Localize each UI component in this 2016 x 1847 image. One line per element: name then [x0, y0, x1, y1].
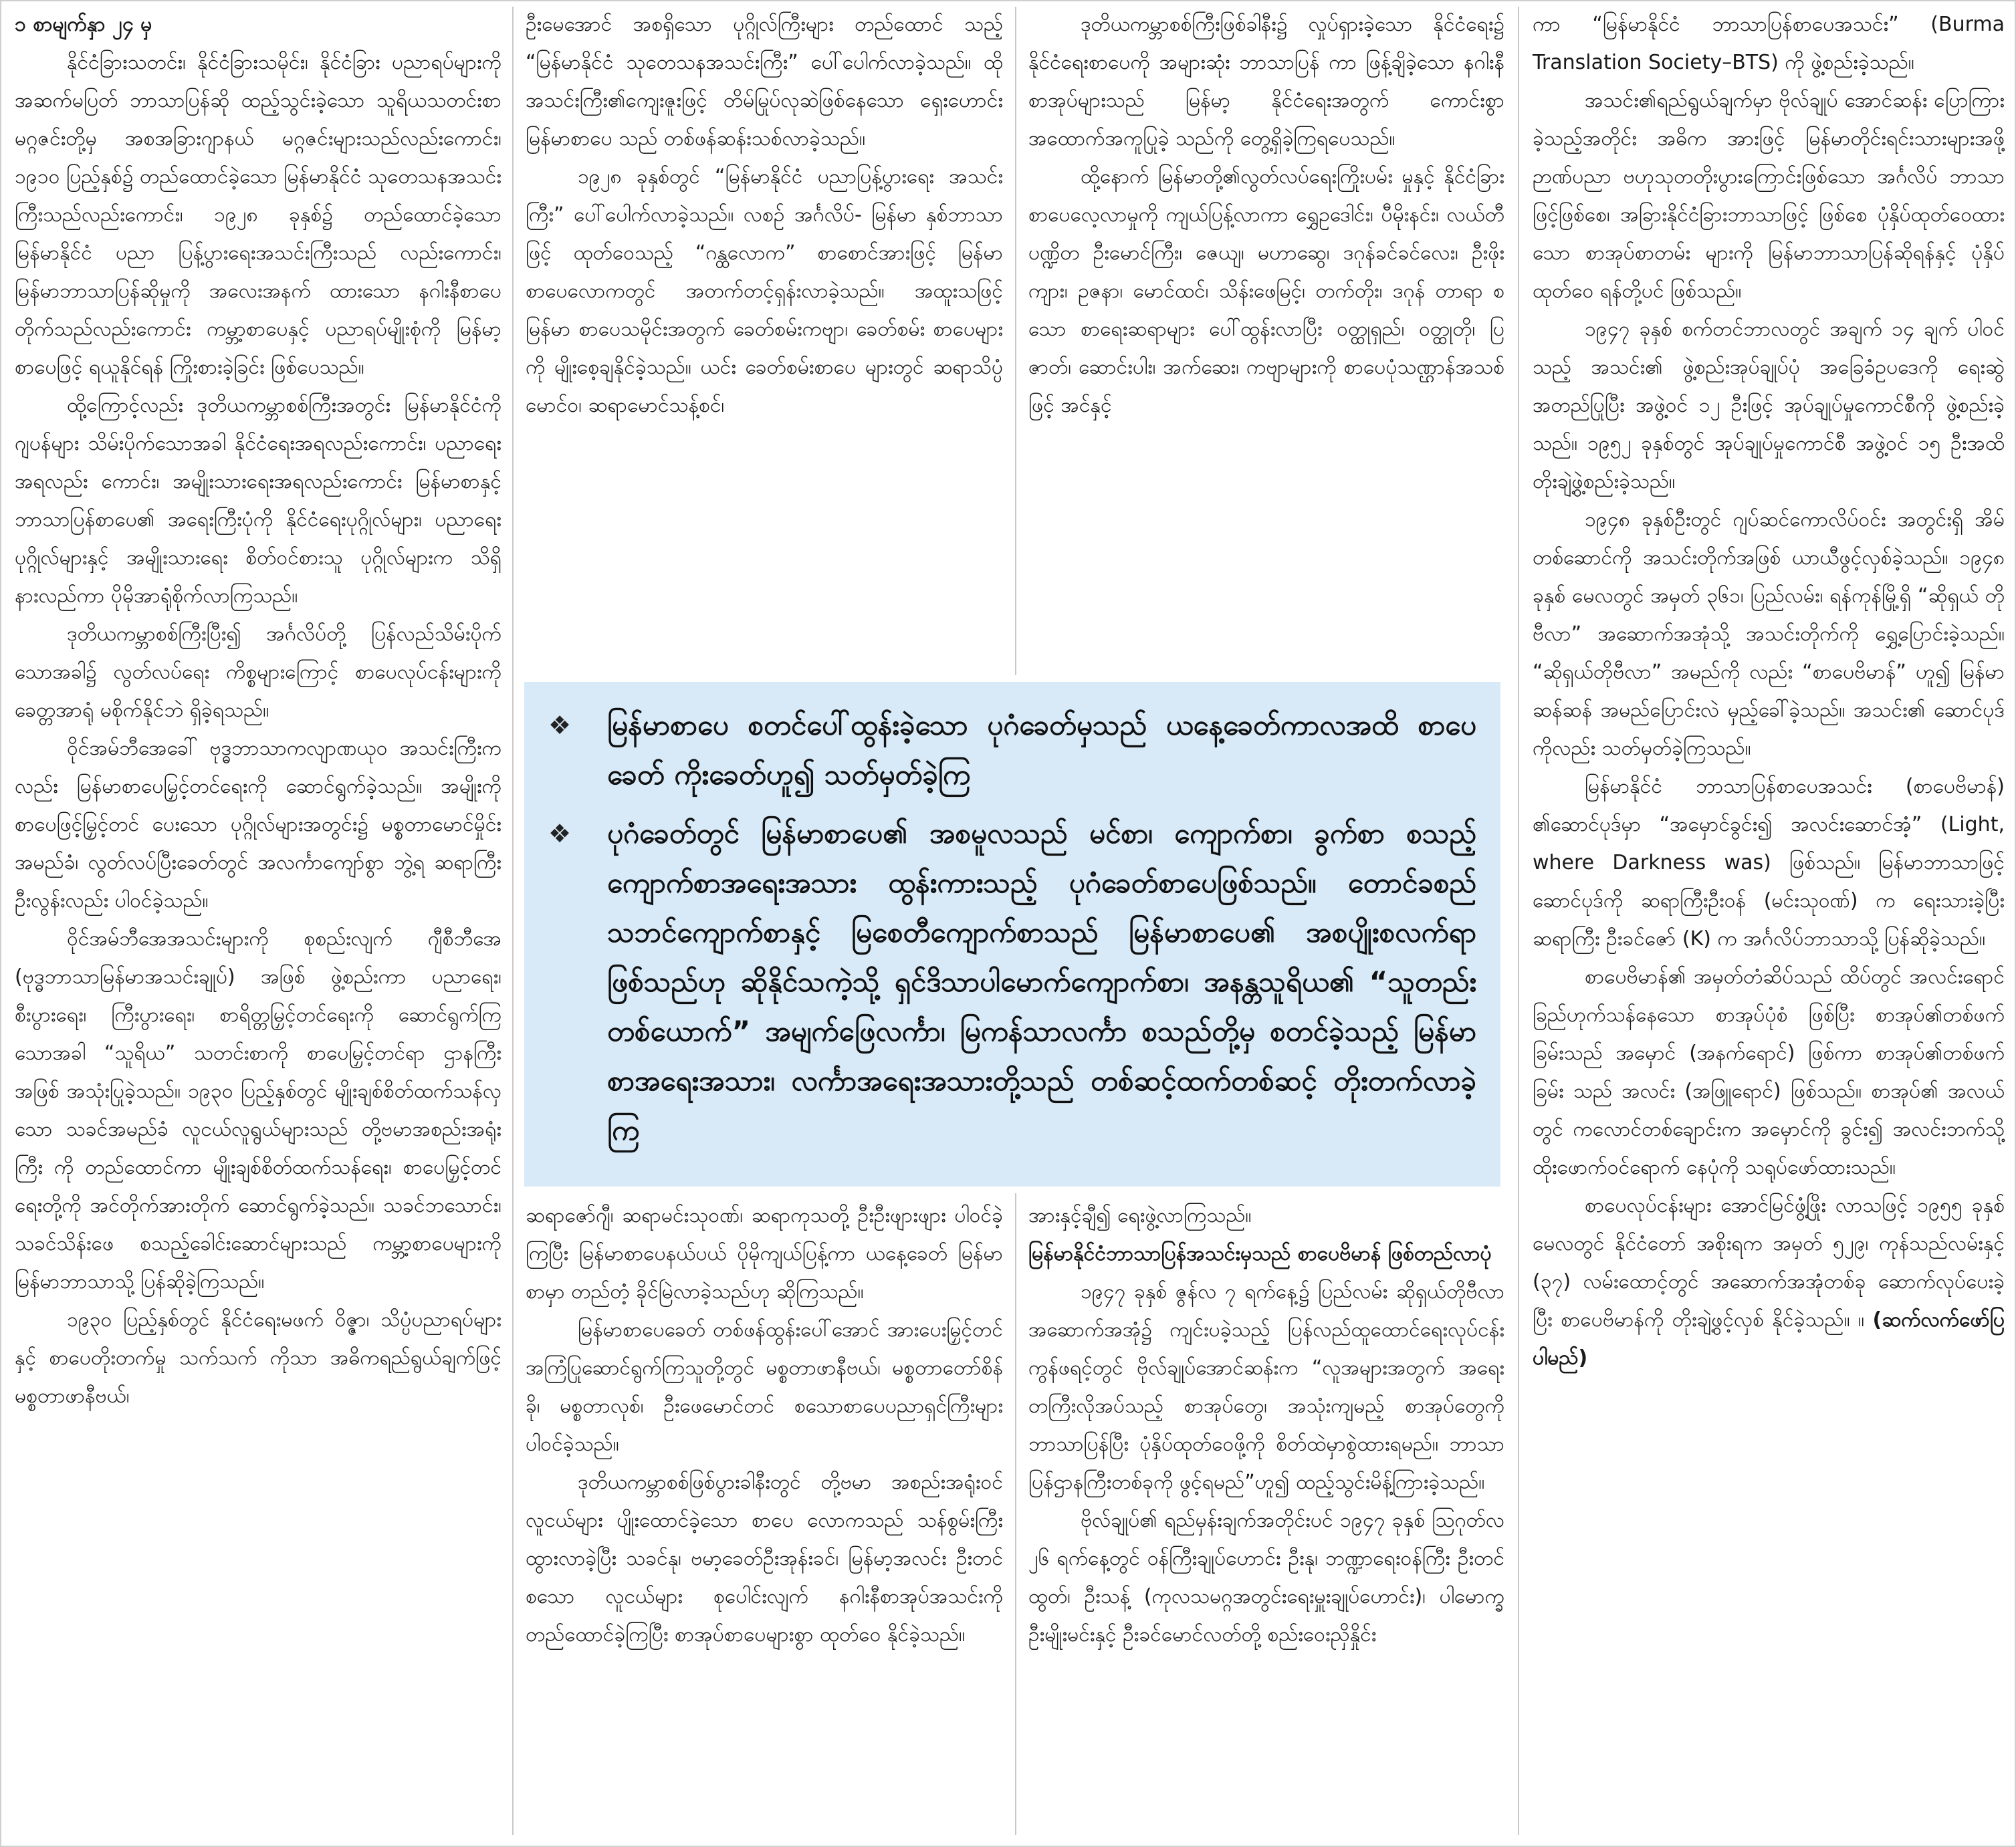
paragraph: ၁၉၄၇ ခုနှစ် စက်တင်ဘာလတွင် အချက် ၁၄ ချက် ပါဝင်သည့် အသင်း၏ ဖွဲ့စည်းအုပ်ချုပ်ပုံ အခြေခံဥပဒေကို ရေးဆွဲအတည်ပြုပြီး အဖွဲ့ဝင် ၁၂ ဦးဖြင့် အုပ်ချုပ်မှုကောင်စီကို ဖွဲ့စည်းခဲ့သည်။ ၁၉၅၂ ခုနှစ်တွင် အုပ်ချုပ်မှုကောင်စီ အဖွဲ့ဝင် ၁၅ ဦးအထိ တိုးချဲ့ဖွဲ့စည်းခဲ့သည်။ [1533, 318, 2005, 493]
paragraph: ၁၉၂၈ ခုနှစ်တွင် “မြန်မာနိုင်ငံ ပညာပြန့်ပွားရေး အသင်းကြီး” ပေါ်ပေါက်လာခဲ့သည်။ လစဉ် အင်္ဂလိပ်- မြန်မာ နှစ်ဘာသာဖြင့် ထုတ်ဝေသည့် “ဂန္ထလောက” စာစောင်အားဖြင့် မြန်မာစာပေလောကတွင် အတက်တင့်ရှန်းလာခဲ့သည်။ အထူးသဖြင့် မြန်မာ စာပေသမိုင်းအတွက် ခေတ်စမ်းကဗျာ၊ ခေတ်စမ်း စာပေများကို မျိုးစေ့ချနိုင်ခဲ့သည်။ ယင်း ခေတ်စမ်းစာပေ များတွင် ဆရာသိပ္ပံမောင်ဝ၊ ဆရာမောင်သန့်စင်၊ [526, 165, 1003, 417]
column-divider [1015, 1193, 1016, 1835]
paragraph-text: စာပေလုပ်ငန်းများ အောင်မြင်ဖွံ့ဖြိုး လာသဖြင့် ၁၉၅၅ ခုနှစ် မေလတွင် နိုင်ငံတော် အစိုးရက အမှတ် ၅၂၉၊ ကုန်သည်လမ်းနှင့် (၃၇) လမ်းထောင့်တွင် အဆောက်အအုံတစ်ခု ဆောက်လုပ်ပေးခဲ့ပြီး စာပေဗိမာန်ကို တိုးချဲ့ဖွင့်လှစ် နိုင်ခဲ့သည်။ ။ [1533, 1194, 2005, 1332]
paragraph: ဆရာဇော်ဂျီ၊ ဆရာမင်းသုဝဏ်၊ ဆရာကုသတို့ ဦးဦးဖျားဖျား ပါဝင်ခဲ့ကြပြီး မြန်မာစာပေနယ်ပယ် ပိုမိုကျယ်ပြန့်ကာ ယနေ့ခေတ် မြန်မာစာမှာ တည်တံ့ ခိုင်မြဲလာခဲ့သည်ဟု ဆိုကြသည်။ [526, 1204, 1003, 1304]
paragraph: ထို့ကြောင့်လည်း ဒုတိယကမ္ဘာစစ်ကြီးအတွင်း မြန်မာနိုင်ငံကို ဂျပန်များ သိမ်းပိုက်သောအခါ နိုင်ငံရေးအရလည်းကောင်း၊ ပညာရေးအရလည်း ကောင်း၊ အမျိုးသားရေးအရလည်းကောင်း မြန်မာစာနှင့် ဘာသာပြန်စာပေ၏ အရေးကြီးပုံကို နိုင်ငံရေးပုဂ္ဂိုလ်များ၊ ပညာရေးပုဂ္ဂိုလ်များနှင့် အမျိုးသားရေး စိတ်ဝင်စားသူ ပုဂ္ဂိုလ်များက သိရှိနားလည်ကာ ပိုမိုအာရုံစိုက်လာကြသည်။ [15, 394, 501, 608]
article-column-3-bottom [1028, 1197, 1504, 1838]
column-divider [1518, 7, 1519, 1835]
paragraph: မြန်မာနိုင်ငံ ဘာသာပြန်စာပေအသင်း (စာပေဗိမာန်) ၏ဆောင်ပုဒ်မှာ “အမှောင်ခွင်း၍ အလင်းဆောင်အံ့” (Light, where Darkness was) ဖြစ်သည်။ မြန်မာဘာသာဖြင့် ဆောင်ပုဒ်ကို ဆရာကြီးဦးဝန် (မင်းသုဝဏ်) က ရေးသားခဲ့ပြီး ဆရာကြီး ဦးခင်ဇော် (K) က အင်္ဂလိပ်ဘာသာသို့ ပြန်ဆိုခဲ့သည်။ [1533, 775, 2005, 951]
paragraph: ဝိုင်အမ်ဘီအေခေါ် ဗုဒ္ဓဘာသာကလျာဏယုဝ အသင်းကြီးကလည်း မြန်မာစာပေမြှင့်တင်ရေးကို ဆောင်ရွက်ခဲ့သည်။ အမျိုးကို စာပေဖြင့်မြှင့်တင် ပေးသော ပုဂ္ဂိုလ်များအတွင်း၌ မစ္စတာမောင်မှိုင်း အမည်ခံ၊ လွတ်လပ်ပြီးခေတ်တွင် အလင်္ကာကျော်စွာ ဘွဲ့ရ ဆရာကြီးဦးလွန်းလည်း ပါဝင်ခဲ့သည်။ [15, 737, 501, 912]
article-column-1 [15, 5, 501, 1837]
diamond-bullet-icon: ❖ [548, 819, 572, 848]
paragraph: နိုင်ငံခြားသတင်း၊ နိုင်ငံခြားသမိုင်း၊ နိုင်ငံခြား ပညာရပ်များကို အဆက်မပြတ် ဘာသာပြန်ဆို ထည့်သွင်းခဲ့သော သူရိယသတင်းစာ မဂ္ဂဇင်းတို့မှ အစအခြားဂျာနယ် မဂ္ဂဇင်းများသည်လည်းကောင်း၊ ၁၉၁၀ ပြည့်နှစ်၌ တည်ထောင်ခဲ့သော မြန်မာနိုင်ငံ သုတေသနအသင်းကြီးသည်လည်းကောင်း၊ ၁၉၂၈ ခုနှစ်၌ တည်ထောင်ခဲ့သော မြန်မာနိုင်ငံ ပညာ ပြန့်ပွားရေးအသင်းကြီးသည် လည်းကောင်း၊ မြန်မာဘာသာပြန်ဆိုမှုကို အလေးအနက် ထားသော နဂါးနီစာပေတိုက်သည်လည်းကောင်း ကမ္ဘာ့စာပေနှင့် ပညာရပ်မျိုးစုံကို မြန်မာ့စာပေဖြင့် ရယူနိုင်ရန် ကြိုးစားခဲ့ခြင်း ဖြစ်ပေသည်။ [15, 51, 501, 379]
paragraph: မြန်မာစာပေခေတ် တစ်ဖန်ထွန်းပေါ်အောင် အားပေးမြှင့်တင် အကြံပြုဆောင်ရွက်ကြသူတို့တွင် မစ္စတာဖာနီဗယ်၊ မစ္စတာတော်စိန်ခို၊ မစ္စတာလုစ်၊ ဦးဖေမောင်တင် စသောစာပေပညာရှင်ကြီးများ ပါဝင်ခဲ့သည်။ [526, 1318, 1003, 1456]
paragraph: ကာ “မြန်မာနိုင်ငံ ဘာသာပြန်စာပေအသင်း” (Burma Translation Society–BTS) ကို ဖွဲ့စည်းခဲ့သည်။ [1533, 13, 2005, 74]
paragraph: ဗိုလ်ချုပ်၏ ရည်မှန်းချက်အတိုင်းပင် ၁၉၄၇ ခုနှစ် ဩဂုတ်လ ၂၆ ရက်နေ့တွင် ဝန်ကြီးချုပ်ဟောင်း ဦးနု၊ ဘဏ္ဍာရေးဝန်ကြီး ဦးတင်ထွတ်၊ ဦးသန့် (ကုလသမဂ္ဂအတွင်းရေးမှူးချုပ်ဟောင်း)၊ ပါမောက္ခ ဦးမျိုးမင်းနှင့် ဦးခင်မောင်လတ်တို့ စည်းဝေးညှိနှိုင်း [1028, 1509, 1504, 1646]
callout-point [548, 809, 1476, 1155]
paragraph: အသင်း၏ရည်ရွယ်ချက်မှာ ဗိုလ်ချုပ် အောင်ဆန်း ပြောကြားခဲ့သည့်အတိုင်း အဓိက အားဖြင့် မြန်မာတိုင်းရင်းသားများအဖို့ ဉာဏ်ပညာ ဗဟုသုတတိုးပွားကြောင်းဖြစ်သော အင်္ဂလိပ် ဘာသာဖြင့်ဖြစ်စေ၊ အခြားနိုင်ငံခြားဘာသာဖြင့် ဖြစ်စေ ပုံနှိပ်ထုတ်ဝေထားသော စာအုပ်စာတမ်း များကို မြန်မာဘာသာပြန်ဆိုရန်နှင့် ပုံနှိပ်ထုတ်ဝေ ရန်တို့ပင် ဖြစ်သည်။ [1533, 89, 2005, 303]
paragraph: ဝိုင်အမ်ဘီအေအသင်းများကို စုစည်းလျက် ဂျီစီဘီအေ (ဗုဒ္ဓဘာသာမြန်မာအသင်းချုပ်) အဖြစ် ဖွဲ့စည်းကာ ပညာရေး၊ စီးပွားရေး၊ ကြီးပွားရေး၊ စာရိတ္တမြှင့်တင်ရေးကို ဆောင်ရွက်ကြသောအခါ “သူရိယ” သတင်းစာကို စာပေမြှင့်တင်ရာ ဌာနကြီး အဖြစ် အသုံးပြုခဲ့သည်။ ၁၉၃၀ ပြည့်နှစ်တွင် မျိုးချစ်စိတ်ထက်သန်လှသော သခင်အမည်ခံ လူငယ်လူရွယ်များသည် တို့ဗမာအစည်းအရုံးကြီး ကို တည်ထောင်ကာ မျိုးချစ်စိတ်ထက်သန်ရေး၊ စာပေမြှင့်တင်ရေးတို့ကို အင်တိုက်အားတိုက် ဆောင်ရွက်ခဲ့သည်။ သခင်ဘသောင်း၊ သခင်သိန်းဖေ စသည့်ခေါင်းဆောင်များသည် ကမ္ဘာ့စာပေများကို မြန်မာဘာသာသို့ ပြန်ဆိုခဲ့ကြသည်။ [15, 927, 501, 1294]
article-column-3-top [1028, 5, 1504, 660]
paragraph [1533, 1187, 2005, 1377]
paragraph: ဒုတိယကမ္ဘာစစ်ဖြစ်ပွားခါနီးတွင် တို့ဗမာ အစည်းအရုံးဝင်လူငယ်များ ပျိုးထောင်ခဲ့သော စာပေ လောကသည် သန်စွမ်းကြီးထွားလာခဲ့ပြီး သခင်နု၊ ဗမာ့ခေတ်ဦးအုန်းခင်၊ မြန်မာ့အလင်း ဦးတင် စသော လူငယ်များ စုပေါင်းလျက် နဂါးနီစာအုပ်အသင်းကို တည်ထောင်ခဲ့ကြပြီး စာအုပ်စာပေများစွာ ထုတ်ဝေ နိုင်ခဲ့သည်။ [526, 1471, 1003, 1646]
paragraph: စာပေဗိမာန်၏ အမှတ်တံဆိပ်သည် ထိပ်တွင် အလင်းရောင်ခြည်ဟုက်သန်နေသော စာအုပ်ပုံစံ ဖြစ်ပြီး စာအုပ်၏တစ်ဖက်ခြမ်းသည် အမှောင် (အနက်ရောင်) ဖြစ်ကာ စာအုပ်၏တစ်ဖက်ခြမ်း သည် အလင်း (အဖြူရောင်) ဖြစ်သည်။ စာအုပ်၏ အလယ်တွင် ကလောင်တစ်ချောင်းက အမှောင်ကို ခွင်း၍ အလင်းဘက်သို့ ထိုးဖောက်ဝင်ရောက် နေပုံကို သရုပ်ဖော်ထားသည်။ [1533, 965, 2005, 1179]
column-divider [1015, 7, 1016, 675]
paragraph: ထို့နောက် မြန်မာတို့၏လွတ်လပ်ရေးကြိုးပမ်း မှုနှင့် နိုင်ငံခြားစာပေလေ့လာမှုကို ကျယ်ပြန့်လာကာ ရွှေဥဒေါင်း၊ ပီမိုးနင်း၊ လယ်တီပဏ္ဍိတ ဦးမောင်ကြီး၊ ဇေယျ၊ မဟာဆွေ၊ ဒဂုန်ခင်ခင်လေး၊ ဦးဖိုးကျား၊ ဥဇနာ၊ မောင်ထင်၊ သိန်းဖေမြင့်၊ တက်တိုး၊ ဒဂုန် တာရာ စသော စာရေးဆရာများ ပေါ်ထွန်းလာပြီး ဝတ္ထုရှည်၊ ဝတ္ထုတို၊ ပြဇာတ်၊ ဆောင်းပါး၊ အက်ဆေး၊ ကဗျာများကို စာပေပုံသဏ္ဌာန်အသစ်ဖြင့် အင်နှင့် [1028, 165, 1504, 417]
paragraph: အားနှင့်ချီ၍ ရေးဖွဲ့လာကြသည်။ [1028, 1204, 1252, 1227]
article-column-4 [1533, 5, 2005, 1837]
continuation-page-ref: ⁠၁ စာမျက်နှာ ၂၄ မှ [15, 13, 152, 36]
highlight-callout-box [524, 682, 1500, 1187]
callout-point-text: ပုဂံခေတ်တွင် မြန်မာစာပေ၏ အစမူလသည် မင်စာ၊ ကျောက်စာ၊ ခွက်စာ စသည့်ကျောက်စာအရေးအသား ထွန်းကားသည့် ပုဂံခေတ်စာပေဖြစ်သည်။ တောင်ခစည်သဘင်ကျောက်စာနှင့် မြစေတီကျောက်စာသည် မြန်မာစာပေ၏ အစပျိုးစလက်ရာဖြစ်သည်ဟု ဆိုနိုင်သကဲ့သို့ ရှင်ဒိသာပါမောက်ကျောက်စာ၊ အနန္တသူရိယ၏ “သူတည်းတစ်ယောက်” အမျက်ဖြေလင်္ကာ၊ မြကန်သာလင်္ကာ စသည်တို့မှ စတင်ခဲ့သည့် မြန်မာစာအရေးအသား၊ လင်္ကာအရေးအသားတို့သည် တစ်ဆင့်ထက်တစ်ဆင့် တိုးတက်လာခဲ့ကြ [607, 817, 1476, 1146]
article-column-2-bottom [526, 1197, 1003, 1838]
paragraph: ၁၉၃၀ ပြည့်နှစ်တွင် နိုင်ငံရေးမဖက် ဝိဇ္ဇာ၊ သိပ္ပံပညာရပ်များနှင့် စာပေတိုးတက်မှု သက်သက် ကိုသာ အဓိကရည်ရွယ်ချက်ဖြင့် မစ္စတာဖာနီဗယ်၊ [15, 1308, 501, 1408]
diamond-bullet-icon: ❖ [548, 711, 572, 740]
callout-point-text: မြန်မာစာပေ စတင်ပေါ်ထွန်းခဲ့သော ပုဂံခေတ်မှသည် ယနေ့ခေတ်ကာလအထိ စာပေခေတ် ကိုးခေတ်ဟူ၍ သတ်မှတ်ခဲ့ကြ [607, 709, 1476, 791]
to-be-continued-note: (ဆက်လက်ဖော်ပြပါမည်) [1533, 1308, 2005, 1370]
callout-point [548, 701, 1476, 799]
paragraph: ၁၉၄၇ ခုနှစ် ဇွန်လ ၇ ရက်နေ့၌ ပြည်လမ်း ဆိုရှယ်တိုဗီလာအဆောက်အအုံ၌ ကျင်းပခဲ့သည့် ပြန်လည်ထူထောင်ရေးလုပ်ငန်း ကွန်ဖရင့်တွင် ဗိုလ်ချုပ်အောင်ဆန်းက “လူအများအတွက် အရေး တကြီးလိုအပ်သည့် စာအုပ်တွေ၊ အသုံးကျမည့် စာအုပ်တွေကို ဘာသာပြန်ပြီး ပုံနှိပ်ထုတ်ဝေဖို့ကို စိတ်ထဲမှာစွဲထားရမည်။ ဘာသာပြန်ဌာနကြီးတစ်ခုကို ဖွင့်ရမည်”ဟူ၍ ထည့်သွင်းမိန့်ကြားခဲ့သည်။ [1028, 1280, 1504, 1494]
section-subheading: မြန်မာနိုင်ငံဘာသာပြန်အသင်းမှသည် စာပေဗိမာန် ဖြစ်တည်လာပုံ [1028, 1242, 1492, 1265]
paragraph: ဒုတိယကမ္ဘာစစ်ကြီးဖြစ်ခါနီး၌ လှုပ်ရှားခဲ့သော နိုင်ငံရေး၌ နိုင်ငံရေးစာပေကို အများဆုံး ဘာသာပြန် ကာ ဖြန့်ချိခဲ့သော နဂါးနီစာအုပ်များသည် မြန်မာ့ နိုင်ငံရေးအတွက် ကောင်းစွာအထောက်အကူပြုခဲ့ သည်ကို တွေ့ရှိခဲ့ကြရပေသည်။ [1028, 13, 1504, 150]
paragraph: ၁၉၄၈ ခုနှစ်ဦးတွင် ဂျပ်ဆင်ကောလိပ်ဝင်း အတွင်းရှိ အိမ်တစ်ဆောင်ကို အသင်းတိုက်အဖြစ် ယာယီဖွင့်လှစ်ခဲ့သည်။ ၁၉၄၈ ခုနှစ် မေလတွင် အမှတ် ၃၆၁၊ ပြည်လမ်း၊ ရန်ကုန်မြို့ရှိ “ဆိုရှယ် တိုဗီလာ” အဆောက်အအုံသို့ အသင်းတိုက်ကို ရွှေ့ပြောင်းခဲ့သည်။ “ဆိုရှယ်တိုဗီလာ” အမည်ကို လည်း “စာပေဗိမာန်” ဟူ၍ မြန်မာဆန်ဆန် အမည်ပြောင်းလဲ မှည့်ခေါ်ခဲ့သည်။ အသင်း၏ ဆောင်ပုဒ်ကိုလည်း သတ်မှတ်ခဲ့ကြသည်။ [1533, 508, 2005, 760]
paragraph: ဦးမေအောင် အစရှိသော ပုဂ္ဂိုလ်ကြီးများ တည်ထောင် သည့် “မြန်မာနိုင်ငံ သုတေသနအသင်းကြီး” ပေါ်ပေါက်လာခဲ့သည်။ ထိုအသင်းကြီး၏ကျေးဇူးဖြင့် တိမ်မြုပ်လုဆဲဖြစ်နေသော ရှေးဟောင်းမြန်မာစာပေ သည် တစ်ဖန်ဆန်းသစ်လာခဲ့သည်။ [526, 13, 1003, 150]
column-divider [512, 7, 514, 1835]
paragraph: ဒုတိယကမ္ဘာစစ်ကြီးပြီး၍ အင်္ဂလိပ်တို့ ပြန်လည်သိမ်းပိုက်သောအခါ၌ လွတ်လပ်ရေး ကိစ္စများကြောင့် စာပေလုပ်ငန်းများကို ခေတ္တအာရုံ မစိုက်နိုင်ဘဲ ရှိခဲ့ရသည်။ [15, 622, 501, 722]
article-column-2-top [526, 5, 1003, 660]
